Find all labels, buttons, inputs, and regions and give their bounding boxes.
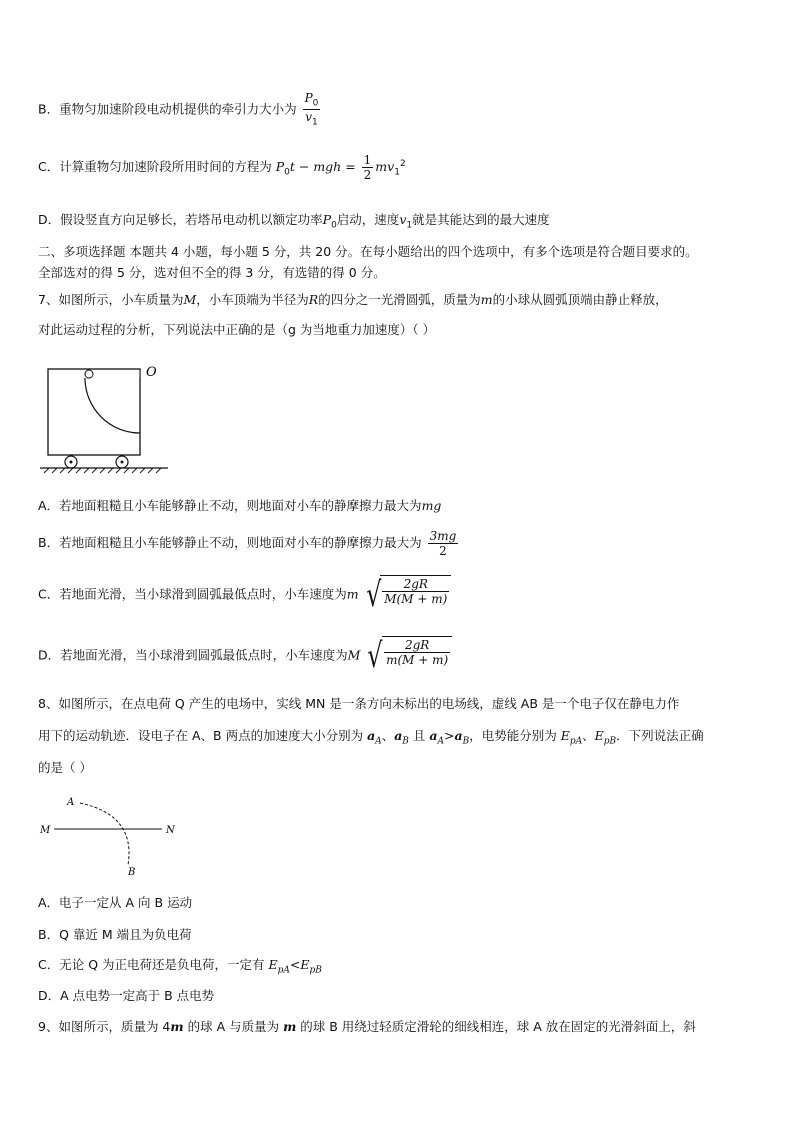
q7-cart-figure [38, 362, 178, 474]
label-b: B [128, 867, 136, 877]
label-m: M [40, 825, 51, 836]
ground-hatch [44, 468, 161, 473]
q8-field-figure [36, 795, 186, 877]
q7-option-a: A．若地面粗糙且小车能够静止不动，则地面对小车的静摩擦力最大为mg [38, 498, 442, 513]
cart-body [48, 369, 140, 455]
label-o: O [146, 365, 157, 380]
q7-option-c-sqrt: √ $\frac{2gR}{M(M + m)}$ [363, 575, 452, 615]
section-2-line-2: 全部选对的得 5 分，选对但不全的得 3 分，有选错的得 0 分。 [38, 265, 386, 280]
q7-option-d-sqrt: √ $\frac{2gR}{m(M + m)}$ [364, 636, 452, 676]
q8-stem-line-2: 用下的运动轨迹．设电子在 A、B 两点的加速度大小分别为 $a_A$、$a_B$ 且 $a_A>a_B$，电势能分别为 $E_{pA}$、$E_{pB}$．下列说法正确 [38, 728, 704, 747]
q8-option-d: D．A 点电势一定高于 B 点电势 [38, 988, 215, 1003]
q6-option-b [38, 92, 322, 128]
q8-stem-line-1: 8、如图所示，在点电荷 Q 产生的电场中，实线 MN 是一条方向未标出的电场线，虚线 AB 是一个电子仅在静电力作 [38, 696, 680, 711]
label-n: N [166, 825, 175, 836]
q7-option-c: C．若地面光滑，当小球滑到圆弧最低点时，小车速度为m √ $\frac{2gR}{M(M + m)}$ [38, 575, 451, 615]
q6-option-c-text: C．计算重物匀加速阶段所用时间的方程为 [38, 159, 272, 174]
q6-option-d: D．假设竖直方向足够长，若塔吊电动机以额定功率$P_0$启动，速度$v_1$就是其能达到的最大速度 [38, 212, 550, 231]
q7-option-d: D．若地面光滑，当小球滑到圆弧最低点时，小车速度为M √ $\frac{2gR}{m(M + m)}$ [38, 636, 452, 676]
q6-option-c: C．计算重物匀加速阶段所用时间的方程为 $P_0t$ − mgh = $\frac{1}{2}$ $mv_1^2$ [38, 153, 406, 182]
q8-option-c: C．无论 Q 为正电荷还是负电荷，一定有 $E_{pA}<E_{pB}$ [38, 957, 322, 976]
quarter-arc [85, 378, 140, 433]
q6-option-b-text: B．重物匀加速阶段电动机提供的牵引力大小为 [38, 101, 297, 117]
label-a: A [67, 797, 75, 808]
q7-option-b: B．若地面粗糙且小车能够静止不动，则地面对小车的静摩擦力最大为 $\frac{3mg}{2}$ [38, 529, 457, 558]
section-2-line-1: 二、多项选择题 本题共 4 小题，每小题 5 分，共 20 分。在每小题给出的四个选项中，有多个选项是符合题目要求的。 [38, 244, 698, 259]
trajectory-ab [80, 803, 129, 865]
q6-option-c-fraction: $\frac{1}{2}$ [363, 153, 372, 182]
q8-stem-line-3: 的是（ ） [38, 760, 92, 775]
q8-option-b: B．Q 靠近 M 端且为负电荷 [38, 927, 192, 942]
q7-stem-line-1: 7、如图所示，小车质量为M，小车顶端为半径为R的四分之一光滑圆弧，质量为m的小球从圆弧顶端由静止释放， [38, 292, 668, 307]
q7-stem-line-2: 对此运动过程的分析，下列说法中正确的是（g 为当地重力加速度）（ ） [38, 322, 436, 337]
q6-option-b-fraction: $\frac{P_0}{v_1}$ [304, 91, 319, 128]
q9-stem-line-1: 9、如图所示，质量为 4m 的球 A 与质量为 m 的球 B 用绕过轻质定滑轮的细线相连，球 A 放在固定的光滑斜面上，斜 [38, 1019, 696, 1034]
q8-option-a: A．电子一定从 A 向 B 运动 [38, 895, 193, 910]
